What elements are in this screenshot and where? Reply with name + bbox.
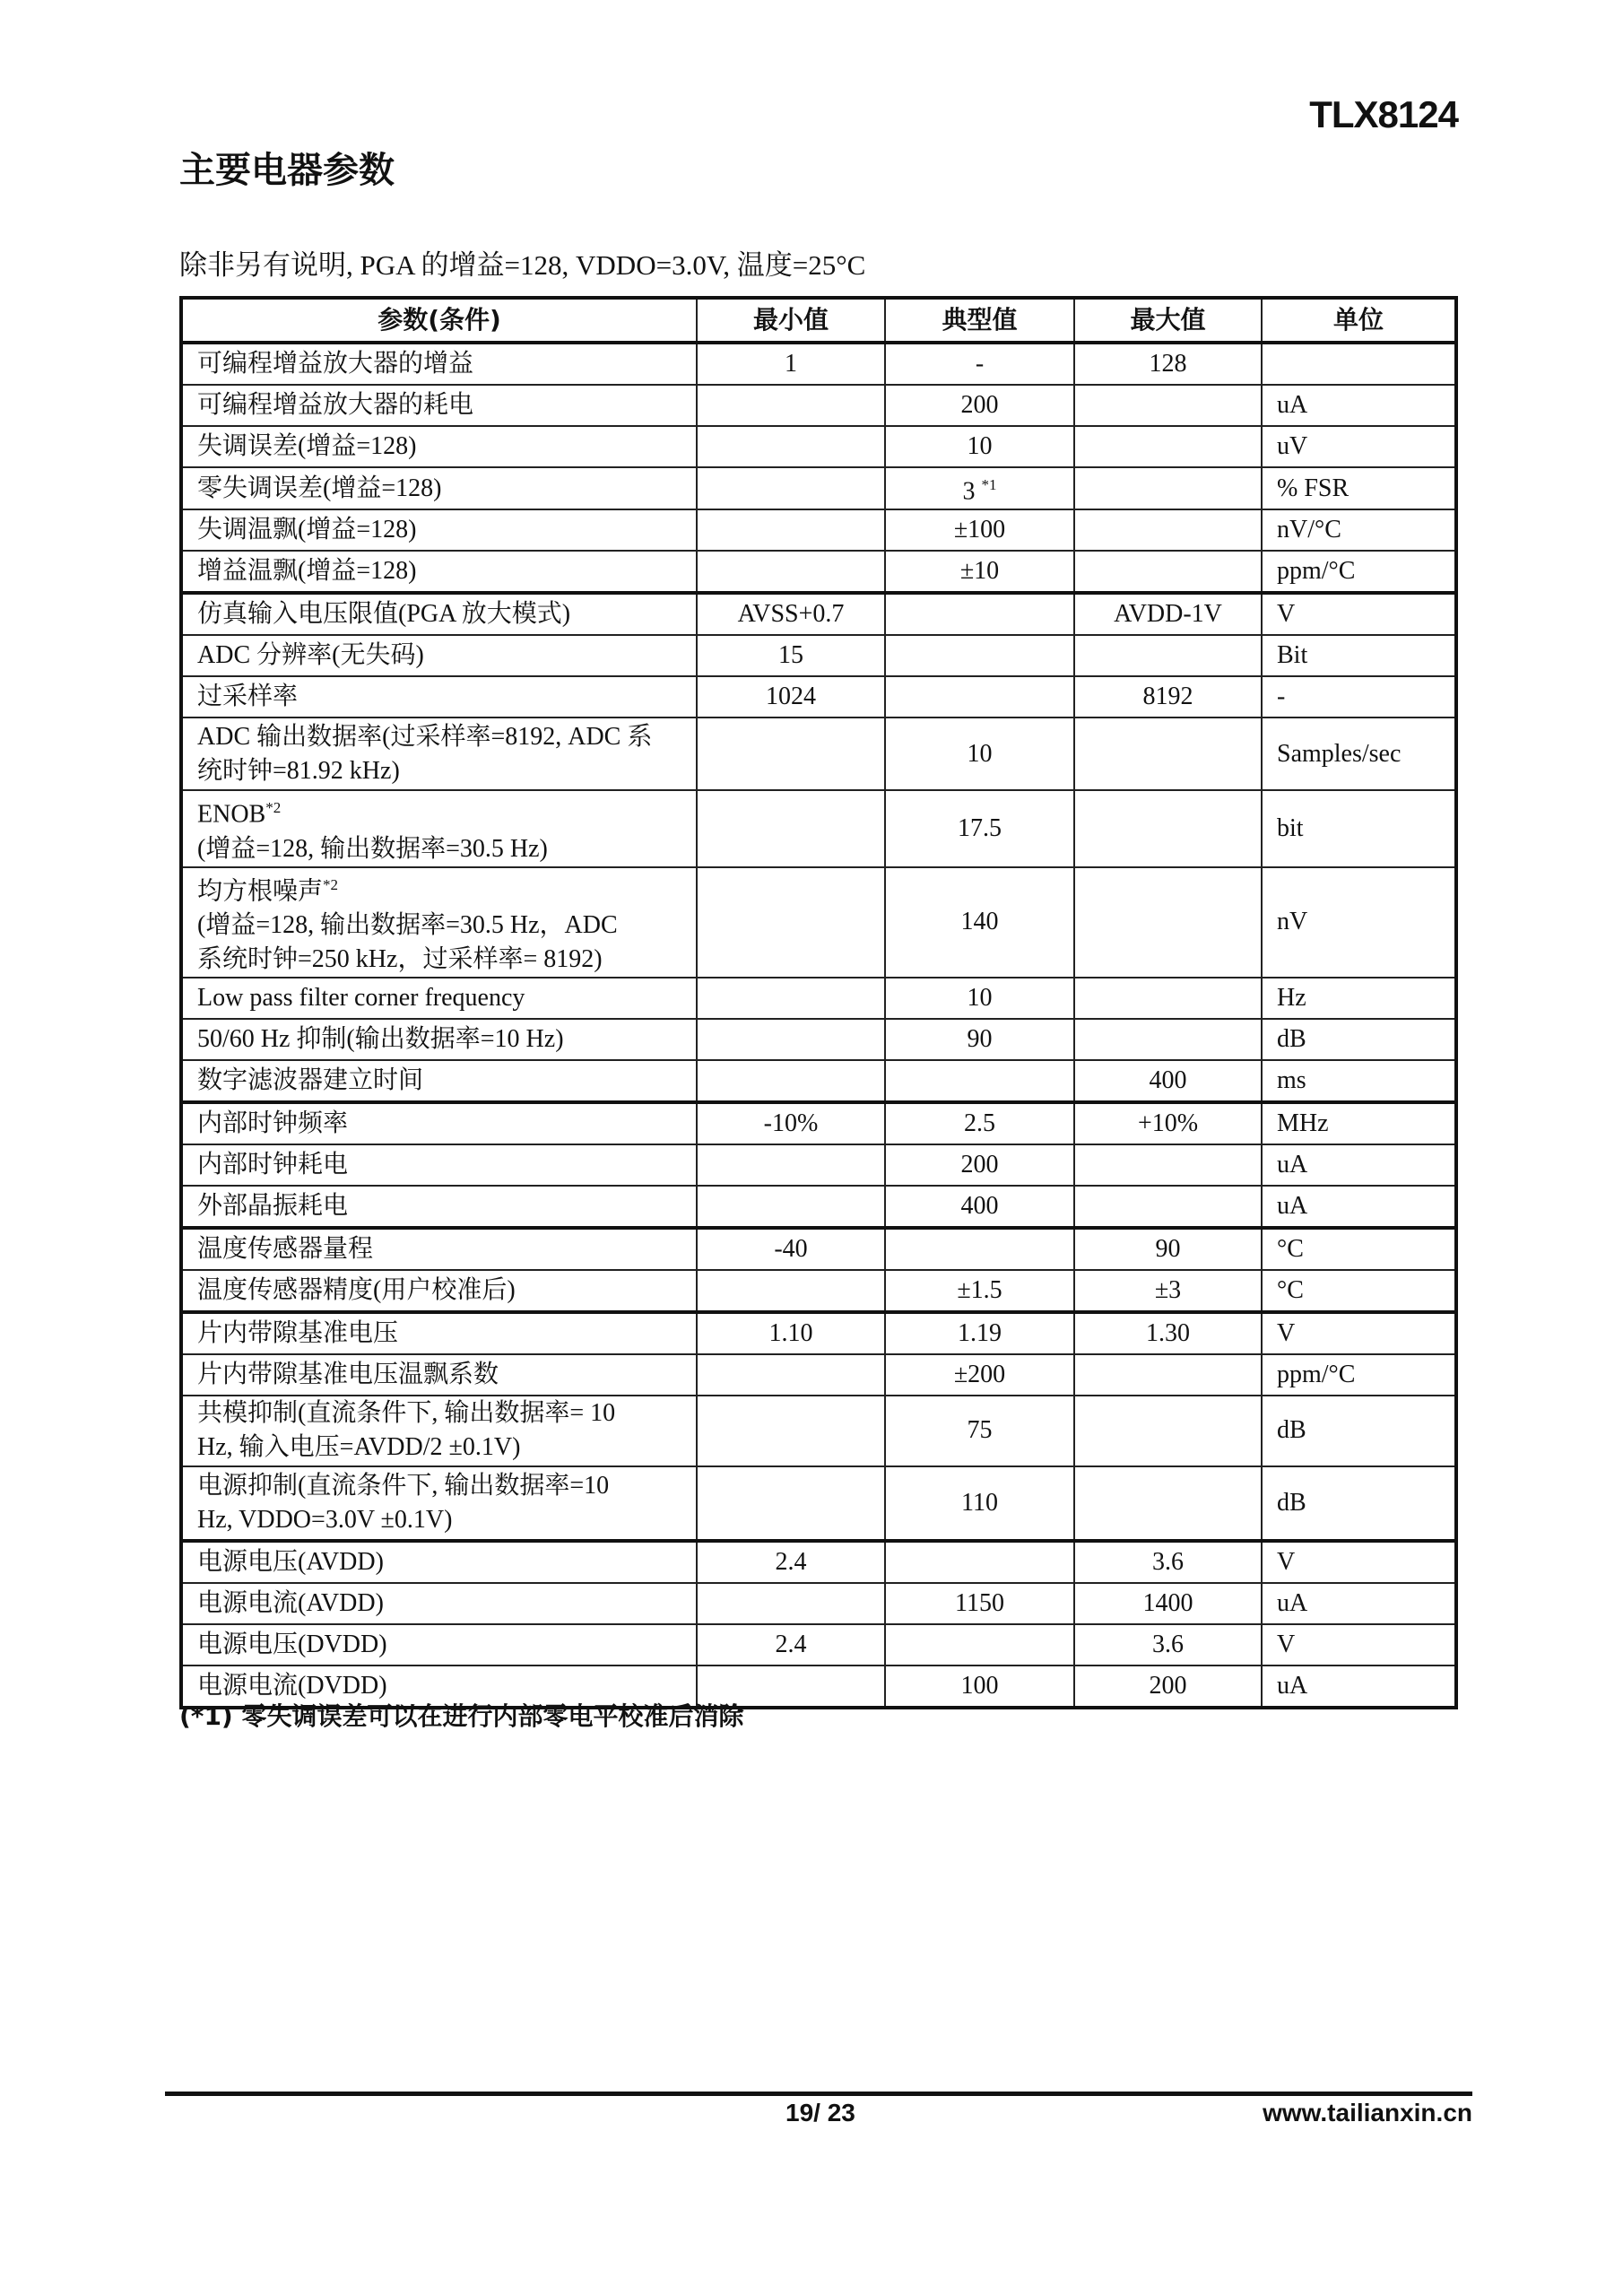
cell-min: [697, 790, 885, 866]
typ-value: 90: [967, 1024, 993, 1053]
max-value: +10%: [1137, 1109, 1199, 1137]
column-header-unit: 单位: [1262, 298, 1456, 343]
unit-value: uA: [1277, 1588, 1308, 1617]
parameter-text: 失调温飘(增益=128): [197, 516, 417, 544]
cell-unit: [1262, 509, 1456, 551]
table-row: [181, 1312, 1456, 1354]
max-value: 128: [1149, 350, 1187, 378]
cell-typ: [885, 635, 1074, 676]
table-row: [181, 1102, 1456, 1144]
unit-value: ppm/°C: [1277, 557, 1356, 586]
cell-min: [697, 1466, 885, 1541]
cell-unit: [1262, 467, 1456, 509]
cell-parameter: [181, 1102, 697, 1144]
parameter-text: 仿真输入电压限值(PGA 放大模式): [197, 600, 571, 629]
typ-value: 10: [967, 432, 993, 460]
parameter-text: 片内带隙基准电压温飘系数: [197, 1360, 499, 1388]
cell-max: [1074, 1270, 1262, 1312]
table-row: [181, 635, 1456, 676]
cell-parameter: [181, 1583, 697, 1624]
parameter-text: 过采样率: [197, 683, 299, 711]
conditions-note: 除非另有说明, PGA 的增益=128, VDDO=3.0V, 温度=25°C: [179, 249, 866, 281]
parameter-text: 增益温飘(增益=128): [197, 557, 417, 586]
cell-max: [1074, 1102, 1262, 1144]
cell-typ: [885, 676, 1074, 718]
cell-parameter: [181, 467, 697, 509]
parameter-text: 均方根噪声: [197, 876, 324, 905]
table-row: [181, 426, 1456, 467]
unit-value: dB: [1277, 1416, 1306, 1445]
table-row: [181, 467, 1456, 509]
cell-typ: [885, 1228, 1074, 1270]
unit-value: uA: [1277, 1671, 1308, 1700]
cell-unit: [1262, 635, 1456, 676]
cell-unit: [1262, 426, 1456, 467]
table-row: [181, 718, 1456, 790]
typ-value: -: [975, 350, 985, 378]
cell-min: [697, 1541, 885, 1583]
table-body: [181, 343, 1456, 1708]
parameter-text: Low pass filter corner frequency: [197, 983, 525, 1012]
cell-parameter: [181, 1186, 697, 1228]
model-number: TLX8124: [1309, 93, 1458, 135]
cell-max: [1074, 343, 1262, 385]
cell-min: [697, 1228, 885, 1270]
table-row: [181, 867, 1456, 978]
table-row: [181, 1228, 1456, 1270]
cell-min: [697, 426, 885, 467]
parameter-text: 可编程增益放大器的耗电: [197, 391, 474, 419]
footnote-marker: *2: [323, 875, 339, 893]
unit-value: V: [1277, 1630, 1296, 1658]
table-row: [181, 1060, 1456, 1102]
cell-min: [697, 343, 885, 385]
cell-typ: [885, 978, 1074, 1019]
cell-typ: [885, 1396, 1074, 1466]
cell-max: [1074, 1466, 1262, 1541]
unit-value: ms: [1277, 1065, 1306, 1094]
cell-unit: [1262, 1060, 1456, 1102]
cell-typ: [885, 1312, 1074, 1354]
cell-max: [1074, 978, 1262, 1019]
cell-unit: [1262, 1102, 1456, 1144]
column-header-typ: 典型值: [885, 298, 1074, 343]
cell-parameter: [181, 1228, 697, 1270]
cell-parameter: [181, 1312, 697, 1354]
page-number: 19/ 23: [785, 2099, 855, 2126]
max-value: 8192: [1142, 683, 1193, 711]
cell-typ: [885, 1144, 1074, 1186]
cell-unit: [1262, 978, 1456, 1019]
max-value: 1.30: [1146, 1318, 1190, 1347]
cell-unit: [1262, 385, 1456, 426]
cell-max: [1074, 676, 1262, 718]
cell-unit: [1262, 1665, 1456, 1708]
table-row: [181, 551, 1456, 593]
table-row: [181, 509, 1456, 551]
cell-max: [1074, 1624, 1262, 1665]
parameter-text: 数字滤波器建立时间: [197, 1065, 424, 1094]
typ-value: ±1.5: [957, 1275, 1002, 1304]
table-row: [181, 1541, 1456, 1583]
max-value: 1400: [1142, 1588, 1193, 1617]
cell-min: [697, 1186, 885, 1228]
unit-value: uV: [1277, 432, 1308, 460]
cell-typ: [885, 467, 1074, 509]
cell-unit: [1262, 1541, 1456, 1583]
typ-value: ±10: [959, 557, 1000, 586]
min-value: -40: [774, 1234, 808, 1263]
cell-min: [697, 1396, 885, 1466]
cell-max: [1074, 1144, 1262, 1186]
cell-typ: [885, 1270, 1074, 1312]
cell-min: [697, 593, 885, 635]
cell-parameter: [181, 509, 697, 551]
max-value: AVDD-1V: [1114, 600, 1222, 629]
cell-unit: [1262, 1019, 1456, 1060]
cell-typ: [885, 1354, 1074, 1396]
cell-unit: [1262, 593, 1456, 635]
cell-max: [1074, 867, 1262, 978]
cell-typ: [885, 1060, 1074, 1102]
typ-value: ±200: [953, 1360, 1006, 1388]
cell-min: [697, 1624, 885, 1665]
parameter-text: ADC 分辨率(无失码): [197, 641, 424, 670]
parameter-text: 零失调误差(增益=128): [197, 474, 442, 502]
cell-unit: [1262, 1270, 1456, 1312]
cell-unit: [1262, 790, 1456, 866]
cell-max: [1074, 635, 1262, 676]
typ-value: 3: [962, 477, 976, 506]
cell-max: [1074, 1228, 1262, 1270]
unit-value: Hz: [1277, 983, 1306, 1012]
cell-parameter: [181, 1270, 697, 1312]
cell-max: [1074, 426, 1262, 467]
typ-value: 140: [960, 908, 999, 936]
cell-unit: [1262, 1583, 1456, 1624]
max-value: 200: [1149, 1671, 1187, 1700]
cell-min: [697, 867, 885, 978]
cell-typ: [885, 551, 1074, 593]
min-value: 2.4: [775, 1547, 807, 1576]
cell-parameter: [181, 978, 697, 1019]
cell-parameter: [181, 1466, 697, 1541]
cell-min: [697, 1312, 885, 1354]
cell-min: [697, 978, 885, 1019]
cell-min: [697, 385, 885, 426]
table-row: [181, 978, 1456, 1019]
unit-value: % FSR: [1277, 474, 1350, 502]
page-title: 主要电器参数: [179, 150, 395, 191]
cell-min: [697, 1270, 885, 1312]
cell-unit: [1262, 867, 1456, 978]
cell-min: [697, 1583, 885, 1624]
parameter-text: 电源电压(DVDD): [197, 1630, 387, 1658]
typ-value: 200: [960, 391, 999, 419]
unit-value: ppm/°C: [1277, 1360, 1356, 1388]
table-row: [181, 593, 1456, 635]
unit-value: Samples/sec: [1277, 739, 1402, 768]
cell-max: [1074, 1060, 1262, 1102]
cell-unit: [1262, 343, 1456, 385]
cell-max: [1074, 1019, 1262, 1060]
column-header-parameter: 参数(条件): [181, 298, 697, 343]
table-row: [181, 1144, 1456, 1186]
cell-typ: [885, 718, 1074, 790]
cell-typ: [885, 385, 1074, 426]
parameter-text: 电源抑制(直流条件下, 输出数据率=10 Hz, VDDO=3.0V ±0.1V): [197, 1471, 610, 1534]
unit-value: MHz: [1277, 1109, 1329, 1137]
cell-min: [697, 635, 885, 676]
unit-value: nV: [1277, 908, 1308, 936]
cell-unit: [1262, 718, 1456, 790]
parameter-text: 内部时钟耗电: [197, 1150, 349, 1178]
min-value: AVSS+0.7: [737, 600, 845, 629]
table-row: [181, 343, 1456, 385]
cell-parameter: [181, 1144, 697, 1186]
parameter-text: 温度传感器精度(用户校准后): [197, 1275, 516, 1304]
cell-typ: [885, 509, 1074, 551]
max-value: 90: [1155, 1234, 1181, 1263]
footer-divider: [165, 2092, 1472, 2096]
table-row: [181, 1270, 1456, 1312]
max-value: 3.6: [1152, 1630, 1184, 1658]
typ-value: ±100: [953, 516, 1006, 544]
cell-max: [1074, 593, 1262, 635]
cell-unit: [1262, 1144, 1456, 1186]
parameter-text: 内部时钟频率: [197, 1109, 349, 1137]
cell-max: [1074, 385, 1262, 426]
table-row: [181, 676, 1456, 718]
cell-parameter: [181, 635, 697, 676]
parameter-text: 可编程增益放大器的增益: [197, 350, 474, 378]
unit-value: uA: [1277, 1191, 1308, 1220]
cell-max: [1074, 1312, 1262, 1354]
cell-unit: [1262, 1228, 1456, 1270]
unit-value: dB: [1277, 1488, 1306, 1517]
cell-parameter: [181, 718, 697, 790]
cell-max: [1074, 551, 1262, 593]
cell-max: [1074, 1665, 1262, 1708]
cell-parameter: [181, 867, 697, 978]
parameters-table: [179, 296, 1458, 1709]
table-row: [181, 1186, 1456, 1228]
cell-unit: [1262, 1312, 1456, 1354]
unit-value: V: [1277, 1318, 1296, 1347]
table-row: [181, 790, 1456, 866]
cell-min: [697, 1354, 885, 1396]
cell-typ: [885, 1541, 1074, 1583]
cell-parameter: [181, 790, 697, 866]
cell-parameter: [181, 1396, 697, 1466]
cell-min: [697, 676, 885, 718]
cell-typ: [885, 1583, 1074, 1624]
table-row: [181, 1354, 1456, 1396]
cell-min: [697, 467, 885, 509]
table-row: [181, 1396, 1456, 1466]
min-value: 2.4: [775, 1630, 807, 1658]
table-header-row: [181, 298, 1456, 343]
unit-value: uA: [1277, 391, 1308, 419]
cell-typ: [885, 1186, 1074, 1228]
min-value: 15: [778, 641, 803, 670]
cell-typ: [885, 1019, 1074, 1060]
footnote: (*1) 零失调误差可以在进行内部零电平校准后消除: [179, 1701, 744, 1731]
parameter-text: 电源电流(AVDD): [197, 1588, 384, 1617]
cell-unit: [1262, 1466, 1456, 1541]
footnote-marker: *2: [265, 799, 282, 817]
table-row: [181, 1624, 1456, 1665]
cell-parameter: [181, 1354, 697, 1396]
cell-parameter: [181, 1060, 697, 1102]
max-value: 3.6: [1152, 1547, 1184, 1576]
min-value: 1024: [766, 683, 816, 711]
unit-value: uA: [1277, 1150, 1308, 1178]
cell-max: [1074, 718, 1262, 790]
parameter-text: 50/60 Hz 抑制(输出数据率=10 Hz): [197, 1024, 564, 1053]
cell-typ: [885, 1466, 1074, 1541]
column-header-max: 最大值: [1074, 298, 1262, 343]
parameter-text: 共模抑制(直流条件下, 输出数据率= 10 Hz, 输入电压=AVDD/2 ±0.1V): [197, 1399, 616, 1462]
typ-value: 75: [967, 1416, 993, 1445]
table-row: [181, 385, 1456, 426]
typ-value: 1150: [955, 1588, 1004, 1617]
cell-parameter: [181, 593, 697, 635]
cell-max: [1074, 1354, 1262, 1396]
max-value: ±3: [1154, 1275, 1182, 1304]
unit-value: °C: [1277, 1275, 1304, 1304]
typ-value: 2.5: [964, 1109, 995, 1137]
typ-value: 400: [960, 1191, 999, 1220]
unit-value: °C: [1277, 1234, 1304, 1263]
parameter-text: 片内带隙基准电压: [197, 1318, 399, 1347]
parameter-condition: (增益=128, 输出数据率=30.5 Hz): [197, 834, 548, 863]
cell-min: [697, 1102, 885, 1144]
cell-parameter: [181, 1624, 697, 1665]
min-value: -10%: [763, 1109, 819, 1137]
parameter-condition: (增益=128, 输出数据率=30.5 Hz，ADC 系统时钟=250 kHz，过采样率= 8192): [197, 910, 618, 973]
website-url: www.tailianxin.cn: [1263, 2099, 1472, 2126]
unit-value: nV/°C: [1277, 516, 1341, 544]
cell-unit: [1262, 676, 1456, 718]
cell-typ: [885, 1624, 1074, 1665]
parameter-text: 失调误差(增益=128): [197, 432, 417, 460]
parameter-text: ADC 输出数据率(过采样率=8192, ADC 系 统时钟=81.92 kHz): [197, 722, 653, 785]
unit-value: V: [1277, 1547, 1296, 1576]
unit-value: bit: [1277, 813, 1304, 842]
cell-max: [1074, 1186, 1262, 1228]
cell-max: [1074, 790, 1262, 866]
cell-unit: [1262, 1354, 1456, 1396]
typ-value: 100: [960, 1671, 999, 1700]
unit-value: -: [1277, 683, 1286, 711]
footnote-marker: *1: [981, 476, 997, 493]
parameter-text: 电源电流(DVDD): [197, 1671, 387, 1700]
parameter-text: 温度传感器量程: [197, 1234, 374, 1263]
cell-max: [1074, 509, 1262, 551]
cell-min: [697, 551, 885, 593]
cell-max: [1074, 1541, 1262, 1583]
typ-value: 200: [960, 1150, 999, 1178]
table-row: [181, 1583, 1456, 1624]
typ-value: 1.19: [958, 1318, 1002, 1347]
cell-unit: [1262, 551, 1456, 593]
parameter-text: ENOB: [197, 800, 266, 829]
cell-typ: [885, 426, 1074, 467]
parameter-text: 外部晶振耗电: [197, 1191, 349, 1220]
cell-typ: [885, 593, 1074, 635]
typ-value: 10: [967, 739, 993, 768]
cell-parameter: [181, 343, 697, 385]
cell-unit: [1262, 1186, 1456, 1228]
cell-min: [697, 1019, 885, 1060]
unit-value: Bit: [1277, 641, 1308, 670]
cell-min: [697, 718, 885, 790]
cell-unit: [1262, 1624, 1456, 1665]
table-row: [181, 1019, 1456, 1060]
cell-typ: [885, 343, 1074, 385]
cell-parameter: [181, 1019, 697, 1060]
cell-typ: [885, 867, 1074, 978]
cell-typ: [885, 1665, 1074, 1708]
max-value: 400: [1149, 1065, 1187, 1094]
typ-value: 10: [967, 983, 993, 1012]
unit-value: dB: [1277, 1024, 1306, 1053]
min-value: 1.10: [768, 1318, 813, 1347]
table-row: [181, 1466, 1456, 1541]
min-value: 1: [785, 350, 797, 378]
cell-typ: [885, 1102, 1074, 1144]
cell-parameter: [181, 426, 697, 467]
cell-parameter: [181, 676, 697, 718]
cell-typ: [885, 790, 1074, 866]
column-header-min: 最小值: [697, 298, 885, 343]
cell-unit: [1262, 1396, 1456, 1466]
cell-max: [1074, 467, 1262, 509]
cell-parameter: [181, 1541, 697, 1583]
typ-value: 110: [961, 1488, 998, 1517]
cell-min: [697, 509, 885, 551]
parameter-text: 电源电压(AVDD): [197, 1547, 384, 1576]
typ-value: 17.5: [958, 813, 1002, 842]
cell-min: [697, 1060, 885, 1102]
unit-value: V: [1277, 600, 1296, 629]
cell-max: [1074, 1583, 1262, 1624]
cell-min: [697, 1144, 885, 1186]
cell-parameter: [181, 551, 697, 593]
cell-parameter: [181, 385, 697, 426]
cell-max: [1074, 1396, 1262, 1466]
